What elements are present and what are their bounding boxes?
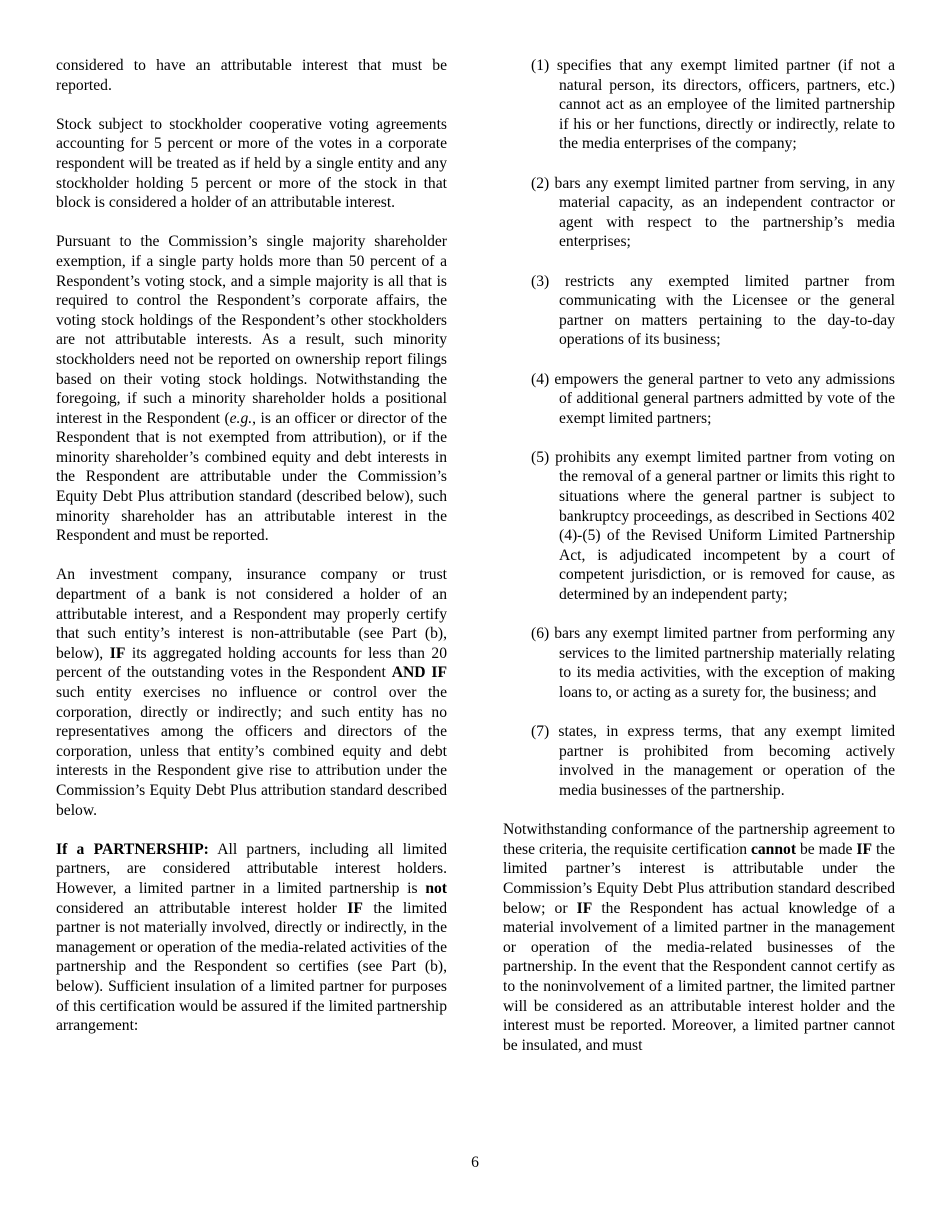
text-run: such entity exercises no influence or control over the corporation, directly or indirectly; and such entity has no representatives among the officers and directors of the corporation, unless that entity’s combined equity and debt interests in the Respondent give rise to attribution under the Commission’s Equity Debt Plus attribution standard described below.: [56, 684, 447, 819]
text-run: the Respondent has actual knowledge of a material involvement of a limited partner in the management or operation of the media-related businesses of the partnership. In the event that the Respondent cannot certify as to the noninvolvement of a limited partner, the limited partner will be considered as an attributable interest holder and the interest must be reported. Moreover, a limited partner cannot be insulated, and must: [503, 899, 896, 1054]
list-item: (4) empowers the general partner to veto any admissions of additional general partners admitted by vote of the exempt limited partners;: [531, 370, 895, 427]
list-item: (3) restricts any exempted limited partner from communicating with the Licensee or the general partner on matters pertaining to the day-to-day operations of its business;: [531, 272, 895, 349]
list-item: (1) specifies that any exempt limited partner (if not a natural person, its directors, officers, partners, etc.) cannot act as an employee of the limited partnership if his or her functions, directly or indirectly, relate to the media enterprises of the company;: [531, 57, 895, 153]
bold-if: IF: [347, 899, 363, 917]
bold-cannot: cannot: [750, 840, 797, 858]
bold-if: IF: [856, 840, 872, 858]
list-item: (6) bars any exempt limited partner from performing any services to the limited partnership materially relating to its media activities, with the exception of making loans to, or acting as a surety for, the business; and: [531, 625, 895, 701]
text-run: , is an officer or director of the Respondent that is not exempted from attribution), or if the minority shareholder’s combined equity and debt interests in the Respondent are attributable under the Commission’s Equity Debt Plus attribution standard (described below), such minority shareholder has an attributable interest in the Respondent and must be reported.: [56, 409, 447, 545]
text-run: Pursuant to the Commission’s single majority shareholder exemption, if a single party holds more than 50 percent of a Respondent’s voting stock, and a simple majority is all that is required to control the Respondent’s corporate affairs, the voting stock holdings of the Respondent’s other stockholders are not attributable interests. As a result, such minority stockholders need not be reported on ownership report filings based on their voting stock holdings. Notwithstanding the foregoing, if such a minority shareholder holds a positional interest in the Respondent (: [56, 233, 447, 427]
list-item: (2) bars any exempt limited partner from serving, in any material capacity, as an independent contractor or agent with respect to the partnership’s media enterprises;: [531, 174, 895, 251]
text-run: the limited partner is not materially involved, directly or indirectly, in the management or operation of the media-related activities of the partnership and the Respondent so certifies (see Part (b), below). Sufficient insulation of a limited partner for purposes of this certification would be assured if the limited partnership arrangement:: [56, 899, 448, 1035]
text-run: An investment company, insurance company or trust department of a bank is not considered a holder of an attributable interest, and a Respondent may properly certify that such entity’s interest is non-attributable (see Part (b), below),: [56, 566, 447, 662]
text-run: its aggregated holding accounts for less than 20 percent of the outstanding votes in the Respondent: [56, 644, 447, 682]
left-column: [56, 56, 447, 1036]
paragraph-attributable-continuation: considered to have an attributable interest that must be reported.: [56, 57, 447, 94]
text-run: be made: [796, 840, 857, 858]
bold-if: IF: [109, 644, 126, 662]
bold-not: not: [425, 879, 447, 897]
paragraph-voting-agreements: Stock subject to stockholder cooperative voting agreements accounting for 5 percent or more of the votes in a corporate respondent will be treated as if held by a single entity and any stockholder holding 5 percent or more of the stock in that block is considered a holder of an attributable interest.: [56, 115, 447, 212]
italic-eg: e.g.: [229, 409, 253, 427]
paragraph-partnership: [56, 840, 447, 1036]
paragraph-notwithstanding: [503, 820, 895, 1055]
partnership-heading: If a PARTNERSHIP:: [56, 840, 209, 858]
page-number: 6: [471, 1154, 479, 1171]
bold-and-if: AND IF: [391, 664, 447, 682]
paragraph-single-majority-exemption: [56, 232, 447, 546]
bold-if: IF: [576, 899, 593, 917]
text-run: All partners, including all limited partners, are considered attributable interest holders. However, a limited partner in a limited partnership is: [56, 840, 447, 897]
list-item: (7) states, in express terms, that any exempt limited partner is prohibited from becoming actively involved in the management or operation of the media businesses of the partnership.: [531, 723, 895, 799]
right-column: [503, 56, 895, 1075]
list-item: (5) prohibits any exempt limited partner from voting on the removal of a general partner or limits this right to situations where the general partner is subject to bankruptcy proceedings, as described in Sections 402 (4)-(5) of the Revised Uniform Limited Partnership Act, is adjudicated incompetent by a court of competent jurisdiction, or is removed for cause, as determined by an independent party;: [531, 448, 895, 604]
text-run: the limited partner’s interest is attributable under the Commission’s Equity Debt Plus attribution standard described below; or: [503, 840, 896, 917]
paragraph-investment-company: [56, 565, 447, 820]
text-run: Notwithstanding conformance of the partnership agreement to these criteria, the requisite certification: [503, 821, 895, 858]
text-run: considered an attributable interest holder: [56, 899, 348, 917]
